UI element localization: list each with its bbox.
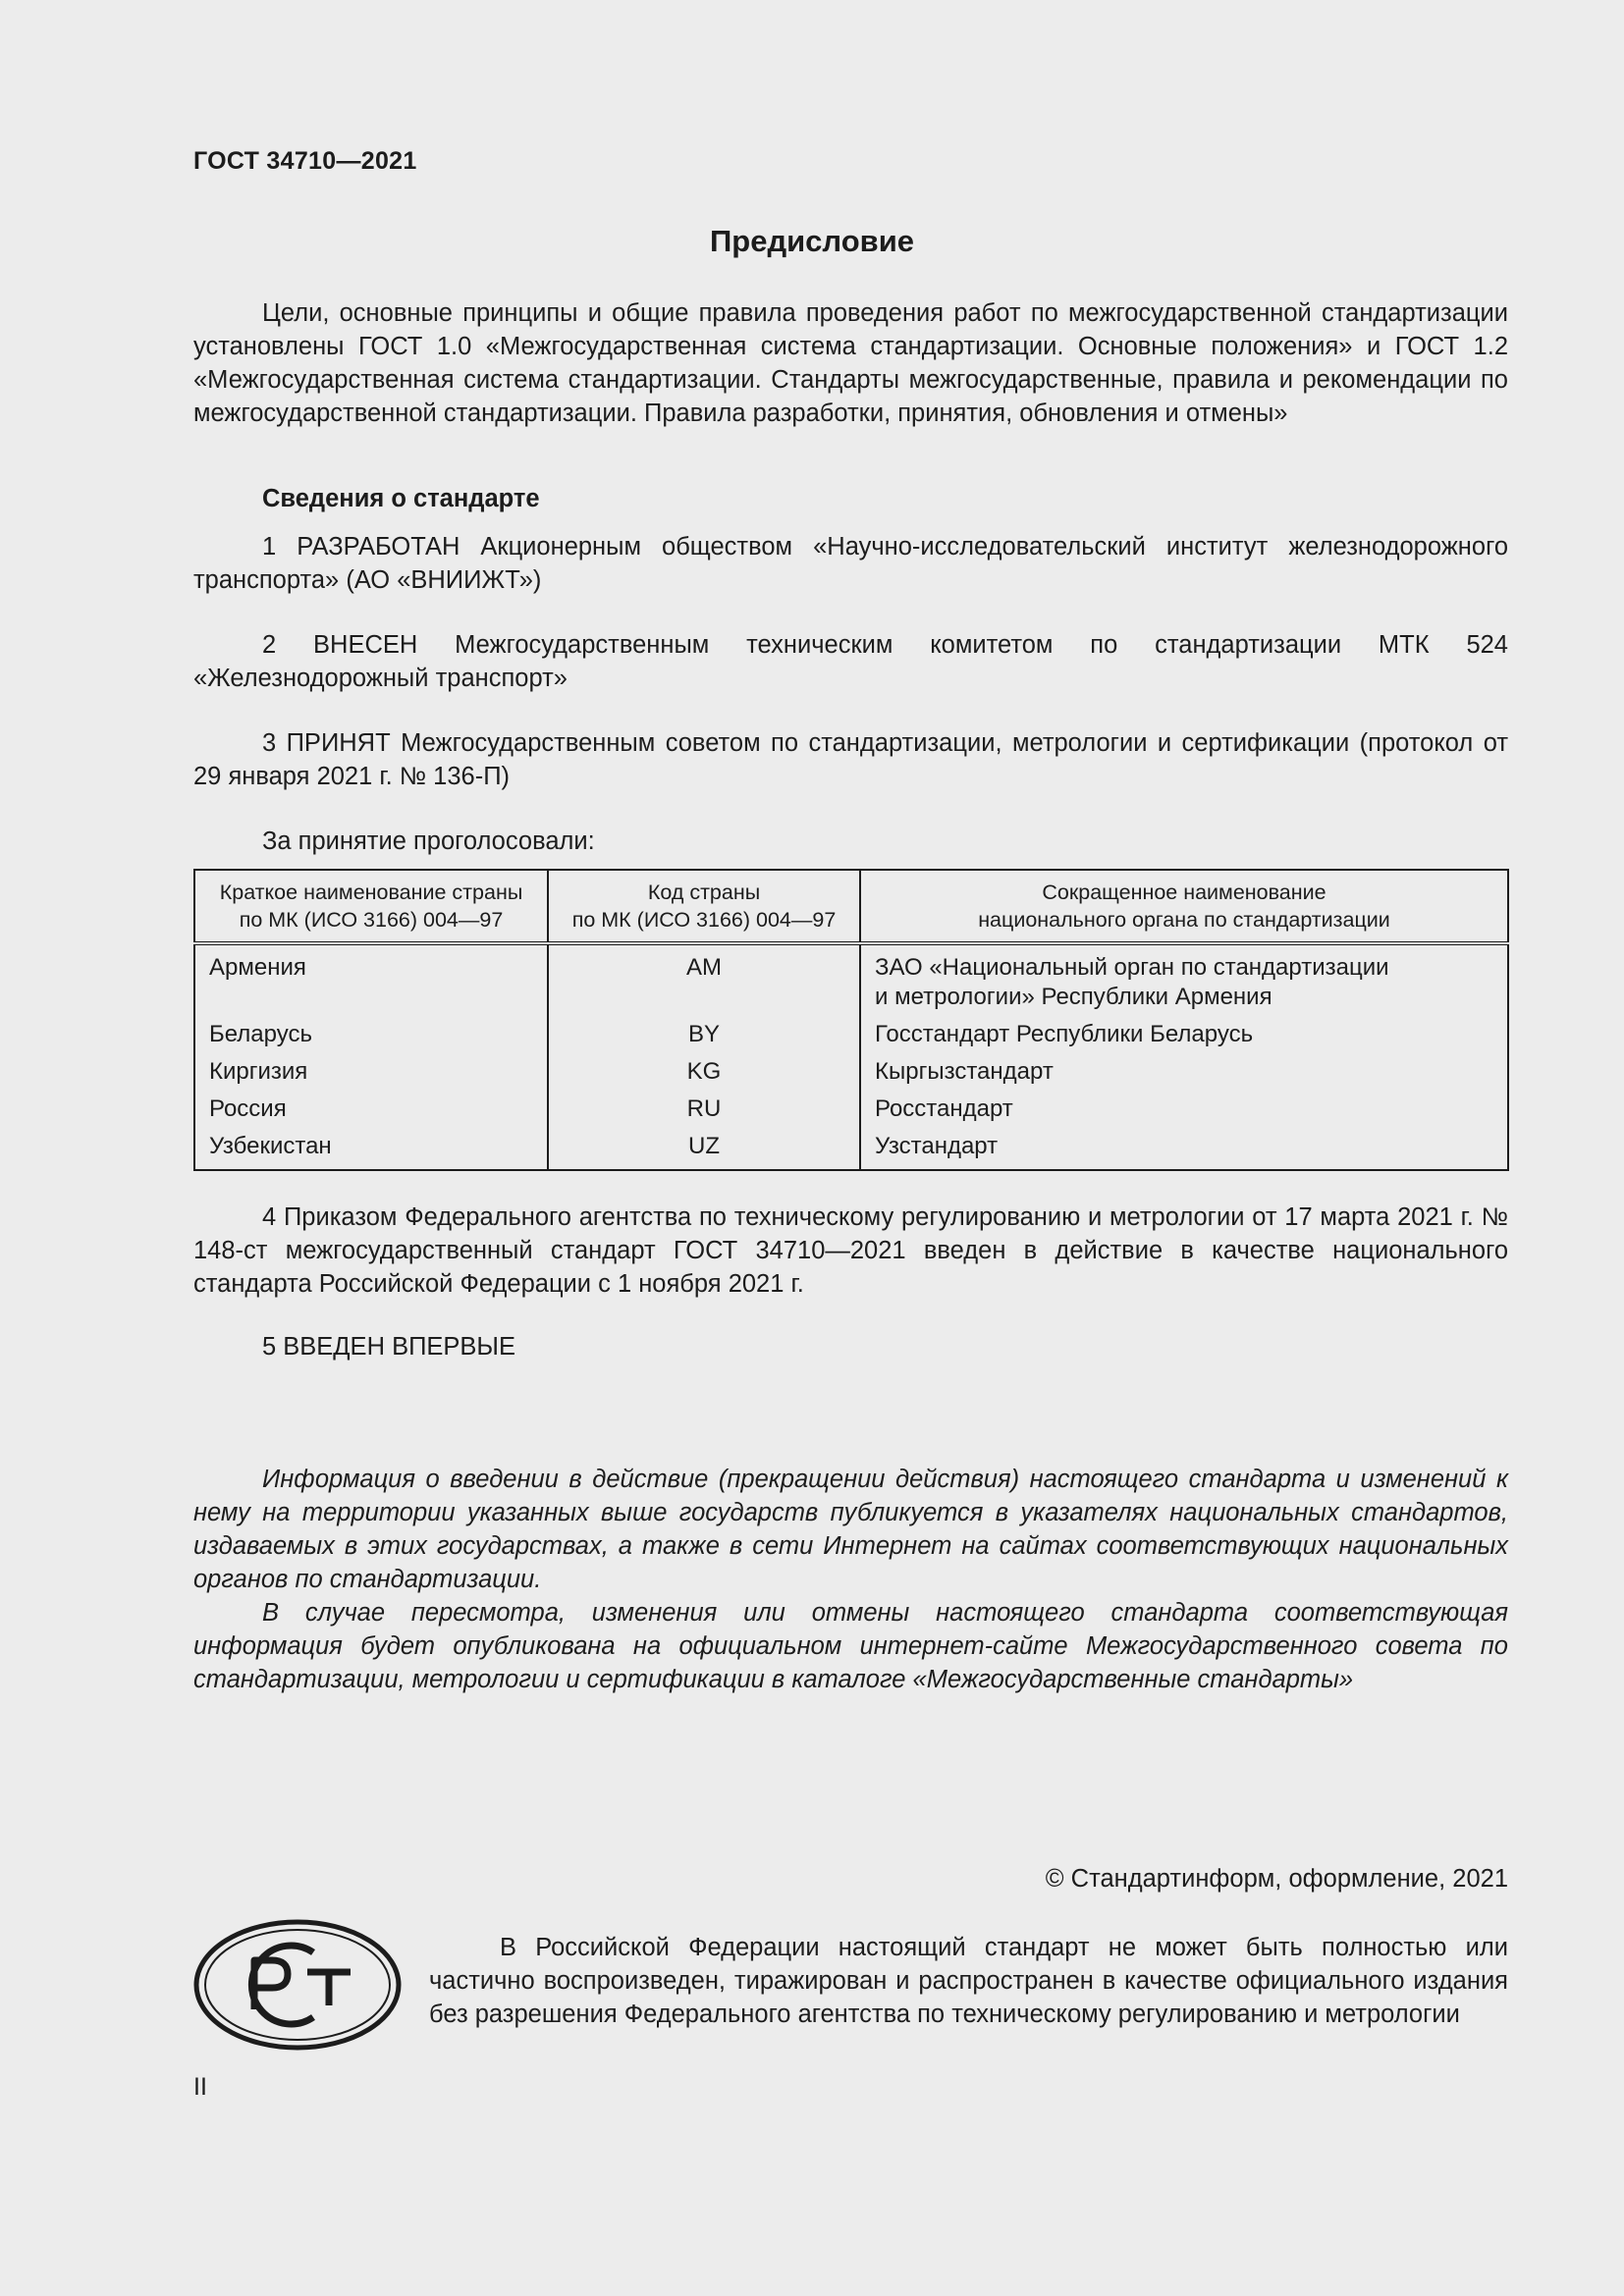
- item-introduced: 2 ВНЕСЕН Межгосударственным техническим комитетом по стандартизации МТК 524 «Железнодорожный транспорт»: [193, 631, 1508, 692]
- code-cell: KG: [548, 1049, 860, 1087]
- page-number: II: [193, 2073, 207, 2101]
- notice-paragraph-2: В случае пересмотра, изменения или отмены настоящего стандарта соответствующая информация будет опубликована на официальном интернет-сайте Межгосударственного совета по стандартизации, метрологии и сертификации в каталоге «Межгосударственные стандарты»: [193, 1599, 1508, 1693]
- country-cell: Узбекистан: [194, 1124, 548, 1170]
- reproduction-notice: В Российской Федерации настоящий стандарт не может быть полностью или частично воспроизведен, тиражирован и распространен в качестве официального издания без разрешения Федерального агентства по техническому регулированию и метрологии: [429, 1934, 1508, 2028]
- voted-label: За принятие проголосовали:: [262, 828, 595, 855]
- copyright: © Стандартинформ, оформление, 2021: [1045, 1865, 1508, 1893]
- code-cell: RU: [548, 1087, 860, 1124]
- voting-table: [193, 869, 1509, 1171]
- info-heading: Сведения о стандарте: [262, 485, 540, 512]
- page-title: Предисловие: [709, 224, 914, 258]
- item-order: 4 Приказом Федерального агентства по техническому регулированию и метрологии от 17 марта 2021 г. № 148-ст межгосударственный стандарт ГОСТ 34710—2021 введен в действие в качестве национального стандарта Российской Федерации с 1 ноября 2021 г.: [193, 1203, 1508, 1298]
- notice-paragraph-1: Информация о введении в действие (прекращении действия) настоящего стандарта и изменений к нему на территории указанных выше государств публикуется в указателях национальных стандартов, издаваемых в этих государствах, а также в сети Интернет на сайтах соответствующих национальных органов по стандартизации.: [193, 1466, 1508, 1593]
- header-code: Код страны по МК (ИСО 3166) 004—97: [548, 870, 860, 943]
- table-row: [194, 1049, 1508, 1087]
- table-row: [194, 1012, 1508, 1049]
- header-body: Сокращенное наименование национального органа по стандартизации: [860, 870, 1508, 943]
- table-header-row: [194, 870, 1508, 943]
- country-cell: Россия: [194, 1087, 548, 1124]
- body-cell: Госстандарт Республики Беларусь: [860, 1012, 1508, 1049]
- code-cell: AM: [548, 943, 860, 1012]
- item-adopted: 3 ПРИНЯТ Межгосударственным советом по стандартизации, метрологии и сертификации (протокол от 29 января 2021 г. № 136-П): [193, 729, 1508, 790]
- country-cell: Киргизия: [194, 1049, 548, 1087]
- country-cell: Беларусь: [194, 1012, 548, 1049]
- body-cell: Узстандарт: [860, 1124, 1508, 1170]
- pst-certification-mark-icon: [193, 1919, 402, 2051]
- standard-code: ГОСТ 34710—2021: [193, 147, 417, 175]
- country-cell: Армения: [194, 943, 548, 1012]
- item-first: 5 ВВЕДЕН ВПЕРВЫЕ: [262, 1333, 516, 1361]
- code-cell: UZ: [548, 1124, 860, 1170]
- code-cell: BY: [548, 1012, 860, 1049]
- table-row: [194, 1087, 1508, 1124]
- body-cell: ЗАО «Национальный орган по стандартизации и метрологии» Республики Армения: [860, 943, 1508, 1012]
- body-cell: Росстандарт: [860, 1087, 1508, 1124]
- intro-paragraph: Цели, основные принципы и общие правила проведения работ по межгосударственной стандартизации установлены ГОСТ 1.0 «Межгосударственная система стандартизации. Основные положения» и ГОСТ 1.2 «Межгосударственная система стандартизации. Стандарты межгосударственные, правила и рекомендации по межгосударственной стандартизации. Правила разработки, принятия, обновления и отмены»: [193, 299, 1508, 427]
- table-row: [194, 943, 1508, 1012]
- table-row: [194, 1124, 1508, 1170]
- header-country: Краткое наименование страны по МК (ИСО 3166) 004—97: [194, 870, 548, 943]
- item-developed: 1 РАЗРАБОТАН Акционерным обществом «Научно-исследовательский институт железнодорожного транспорта» (АО «ВНИИЖТ»): [193, 533, 1508, 594]
- body-cell: Кыргызстандарт: [860, 1049, 1508, 1087]
